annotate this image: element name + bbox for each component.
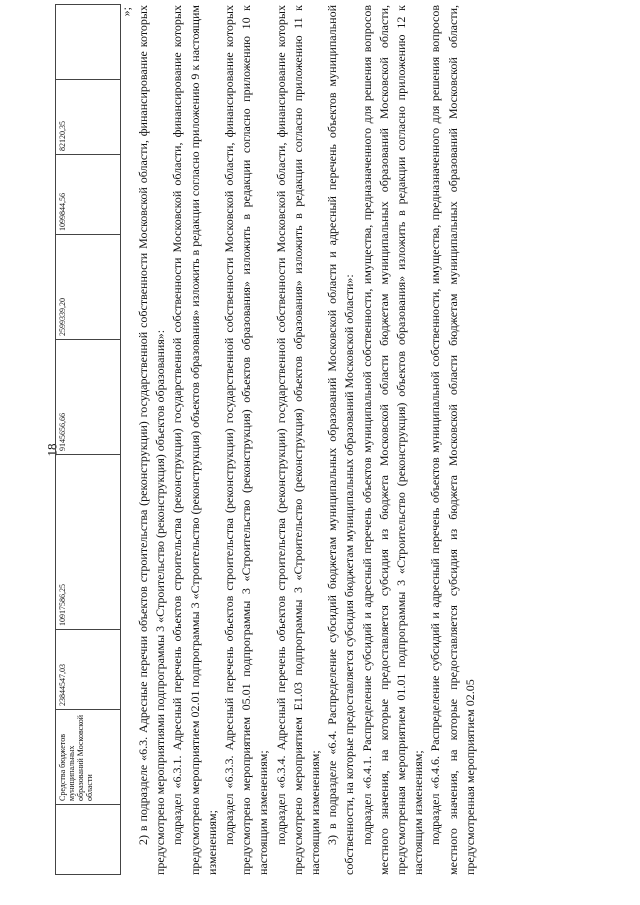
table-cell-value: 10917586,25: [56, 455, 121, 630]
table-cell-empty: [56, 805, 121, 875]
table-cell-value: 23844547,03: [56, 630, 121, 710]
table-cell-empty: [56, 5, 121, 80]
rotated-page-content: [55, 5, 595, 875]
page-number: 18: [44, 443, 60, 457]
table-cell-value: 9145656,66: [56, 340, 121, 455]
table-cell-value: 1099844,56: [56, 155, 121, 235]
table-row: [56, 5, 121, 875]
table-cell-value: 82120,35: [56, 80, 121, 155]
table-cell-value: 2599339,20: [56, 235, 121, 340]
table-cell-label: Средства бюджетов муниципальных образований Московской области: [56, 710, 121, 805]
paragraph: подраздел «6.4.1. Распределение субсидий и адресный перечень объектов муниципальной собственности, имущества, предназначенного для решения вопросов местного значения, на которые предоставляется субсидия из бюджета Московской области бюджетам муниципальных образований Московской области, предусмотренная мероприятием 01.01 подпрограммы 3 «Строительство (реконструкция) объектов образования» изложить в редакции согласно приложению 12 к настоящим изменениям;: [359, 5, 426, 875]
paragraph: подраздел «6.3.3. Адресный перечень объектов строительства (реконструкции) государственной собственности Московской области, финансирование которых предусмотрено мероприятием 05.01 подпрограммы 3 «Строительство (реконструкция) объектов образования» изложить в редакции согласно приложению 10 к настоящим изменениям;: [222, 5, 271, 875]
paragraph: 3) в подразделе «6.4. Распределение субсидий бюджетам муниципальных образований Московской области и адресный перечень объектов муниципальной собственности, на которые предоставляется субсидия бюджетам муниципальных образований Московской области»:: [325, 5, 357, 875]
table-closing-mark: »;: [119, 7, 133, 17]
paragraph: подраздел «6.4.6. Распределение субсидий и адресный перечень объектов муниципальной собственности, имущества, предназначенного для решения вопросов местного значения, на которые предоставляется субсидия из бюджета Московской области бюджетам муниципальных образований Московской области, предусмотренная мероприятием 02.05: [428, 5, 477, 875]
paragraph: подраздел «6.3.1. Адресный перечень объектов строительства (реконструкции) государственной собственности Московской области, финансирование которых предусмотрено мероприятием 02.01 подпрограммы 3 «Строительство (реконструкция) объектов образования» изложить в редакции согласно приложению 9 к настоящим изменениям;: [170, 5, 219, 875]
document-body: [135, 5, 479, 875]
budget-table: [55, 4, 121, 875]
paragraph: 2) в подразделе «6.3. Адресные перечни объектов строительства (реконструкции) государственной собственности Московской области, финансирование которых предусмотрено мероприятиями подпрограммы 3 «Строительство (реконструкция) объектов образования»:: [136, 5, 168, 875]
paragraph: подраздел «6.3.4. Адресный перечень объектов строительства (реконструкции) государственной собственности Московской области, финансирование которых предусмотрено мероприятием Е1.03 подпрограммы 3 «Строительство (реконструкция) объектов образования» изложить в редакции согласно приложению 11 к настоящим изменениям;: [273, 5, 323, 875]
